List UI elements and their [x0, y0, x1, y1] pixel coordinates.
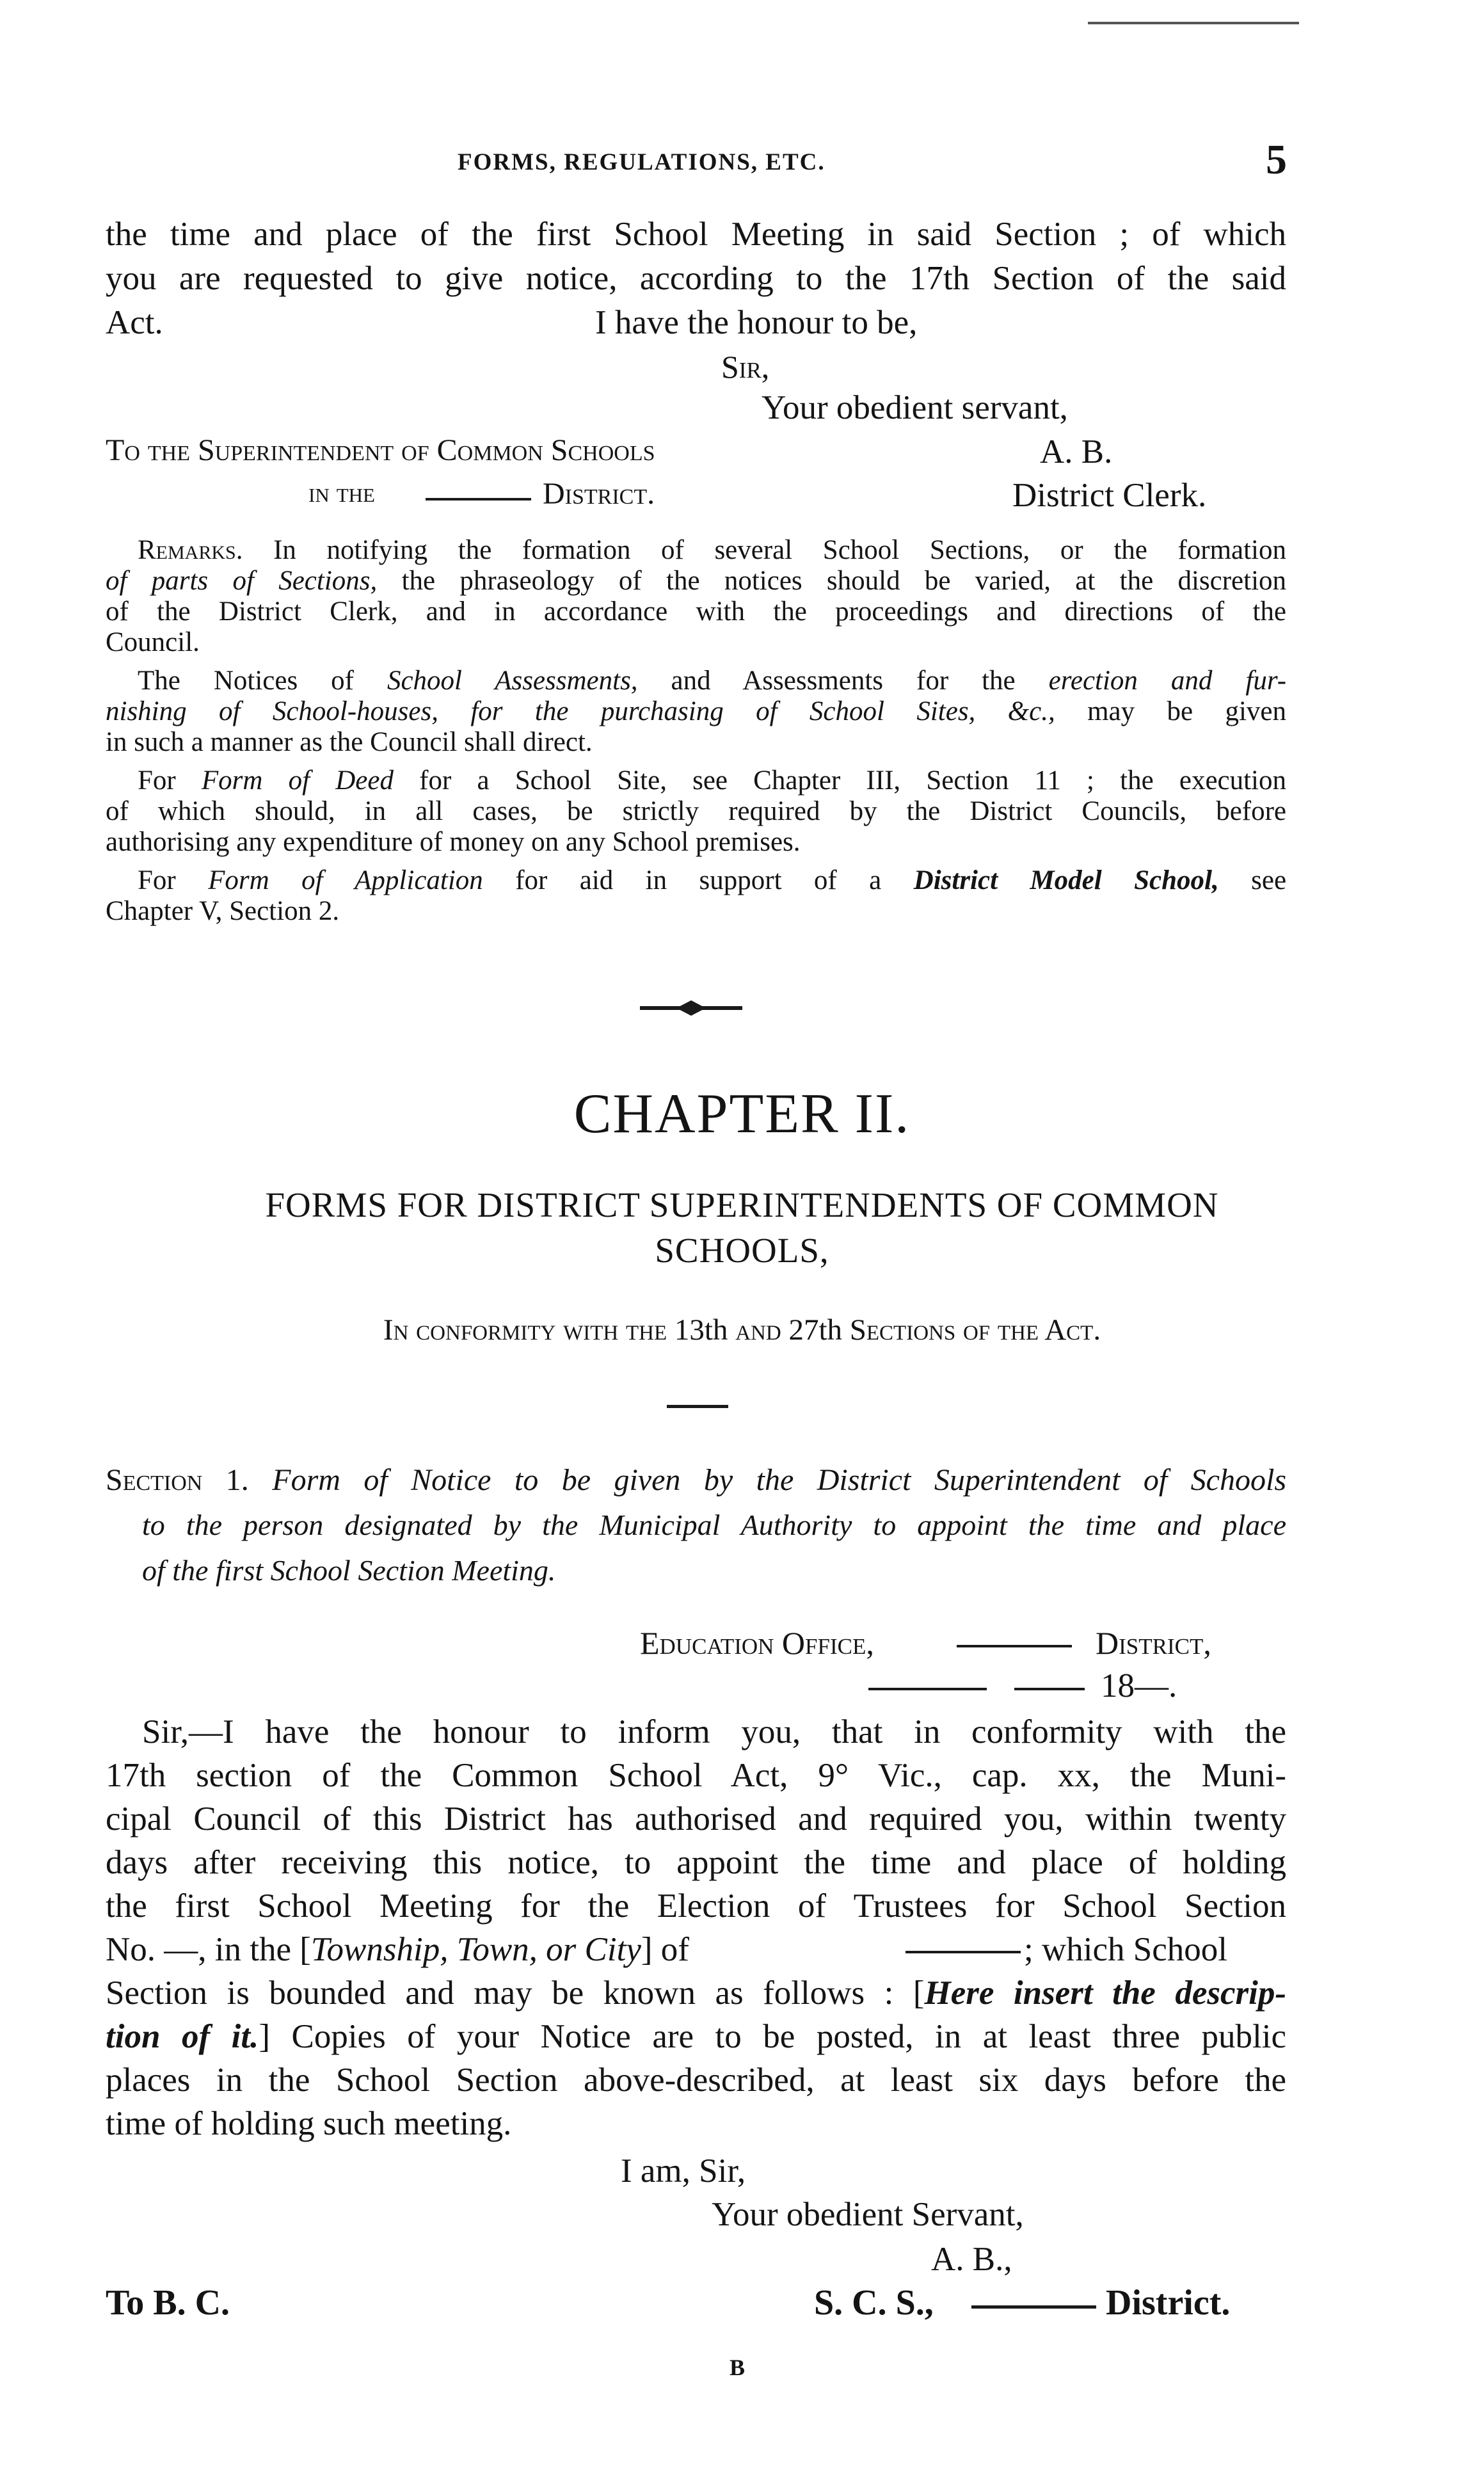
section1-heading-line2: to the person designated by the Municipal Authority to appoint the time and place [142, 1509, 1286, 1541]
short-rule [667, 1405, 728, 1408]
remarks-text: For [138, 865, 176, 895]
body-emph: tion of it. [106, 2018, 259, 2055]
subtitle-text: Sections of the Act. [849, 1313, 1101, 1347]
section1-heading-line3: of the first School Section Meeting. [142, 1554, 556, 1587]
section-label: Section 1. [106, 1463, 249, 1497]
remarks-label: Remarks. [138, 535, 243, 565]
body-text: ] Copies of your Notice are to be posted, in at least three public [259, 2018, 1286, 2055]
remarks-emph: of parts of Sections, [106, 566, 378, 596]
remarks-text: may be given [1087, 696, 1287, 726]
blank-line [957, 1645, 1072, 1647]
chapter-heading: CHAPTER II. [573, 1083, 911, 1145]
education-office-label: Education Office, [640, 1625, 874, 1661]
blank-line [426, 498, 531, 501]
subtitle-number: 13th [674, 1313, 728, 1347]
section-heading-text: Form of Notice to be given by the District Superintendent of Schools [272, 1463, 1286, 1497]
remarks-emph: nishing of School-houses, for the purchasing of School Sites, &c., [106, 696, 1055, 726]
remarks-emph: School Assessments, [387, 666, 638, 696]
subtitle-text: and [735, 1313, 781, 1347]
signer-initials: A. B. [1040, 433, 1113, 470]
body-line-2: 17th section of the Common School Act, 9° Vic., cap. xx, the Muni- [106, 1757, 1286, 1794]
remarks-text: for a School Site, see Chapter III, Section 11 ; the execution [419, 765, 1287, 796]
closing-obedient: Your obedient Servant, [712, 2196, 1024, 2233]
district-label: District, [1096, 1625, 1211, 1661]
letter-line-2: you are requested to give notice, according to the 17th Section of the said [106, 260, 1286, 297]
remarks-emph: District Model School, [913, 865, 1219, 895]
remarks-p3-line3: authorising any expenditure of money on any School premises. [106, 827, 801, 857]
remarks-text: for aid in support of a [515, 865, 882, 895]
chapter-title-1: FORMS FOR DISTRICT SUPERINTENDENTS OF COMMON [265, 1185, 1219, 1224]
signer-title: S. C. S., [814, 2283, 934, 2323]
salutation: Sir, [721, 349, 770, 385]
body-line-8 [106, 2017, 1286, 2056]
body-text: Section is bounded and may be known as follows : [ [106, 1974, 925, 2012]
closing-line: I have the honour to be, [595, 304, 918, 341]
blank-line [868, 1688, 987, 1690]
to-superintendent: To the Superintendent of Common Schools [106, 433, 655, 467]
blank-line [1014, 1688, 1085, 1690]
remarks-p2-line3: in such a manner as the Council shall direct. [106, 727, 593, 757]
remarks-p1-line2 [106, 567, 1286, 595]
body-line-9: places in the School Section above-described, at least six days before the [106, 2062, 1286, 2099]
body-line-10: time of holding such meeting. [106, 2105, 512, 2142]
district-clerk: District Clerk. [1012, 477, 1207, 514]
body-line-6 [106, 1930, 689, 1969]
remarks-p1-line4: Council. [106, 627, 200, 657]
letter-line-1: the time and place of the first School Meeting in said Section ; of which [106, 216, 1286, 253]
subtitle-text: In conformity with the [383, 1313, 667, 1347]
blank-line [971, 2305, 1096, 2309]
body-text: No. —, in the [ [106, 1931, 311, 1968]
signature-mark: B [730, 2355, 746, 2380]
body-line-3: cipal Council of this District has authorised and required you, within twenty [106, 1800, 1286, 1838]
remarks-p1-line1 [138, 536, 1286, 564]
body-emph: Township, Town, or City [310, 1931, 641, 1968]
body-line-4: days after receiving this notice, to appoint the time and place of holding [106, 1844, 1286, 1881]
remarks-p2-line1 [138, 667, 1286, 694]
running-title: FORMS, REGULATIONS, ETC. [458, 149, 826, 175]
remarks-text: The Notices of [138, 666, 354, 696]
body-line-1: Sir,—I have the honour to inform you, that in conformity with the [142, 1713, 1286, 1750]
chapter-title-2: SCHOOLS, [655, 1231, 829, 1270]
section1-heading-line1 [106, 1462, 1286, 1498]
district-end: District. [1106, 2283, 1231, 2323]
remarks-p3-line2: of which should, in all cases, be strictly required by the District Councils, before [106, 796, 1286, 826]
date-year: 18—. [1101, 1667, 1177, 1704]
closing-signer: A. B., [931, 2241, 1012, 2278]
body-line-5: the first School Meeting for the Election of Trustees for School Section [106, 1887, 1286, 1925]
remarks-text: and Assessments for the [671, 666, 1016, 696]
remarks-p4-line2: Chapter V, Section 2. [106, 896, 340, 926]
subtitle-number: 27th [788, 1313, 842, 1347]
district-word: District. [543, 477, 655, 511]
remarks-text: see [1251, 865, 1287, 895]
remarks-emph: Form of Application [208, 865, 483, 895]
remarks-text: For [138, 765, 176, 796]
act-word: Act. [106, 304, 163, 341]
in-the: in the [308, 477, 375, 508]
remarks-p4-line1 [138, 867, 1286, 894]
remarks-p2-line2 [106, 698, 1286, 725]
remarks-p1-line3: of the District Clerk, and in accordance with the proceedings and directions of the [106, 597, 1286, 627]
remarks-text: the phraseology of the notices should be varied, at the discretion [401, 566, 1287, 596]
obedient-servant: Your obedient servant, [762, 389, 1068, 426]
chapter-subtitle [0, 1313, 1484, 1347]
body-line-7 [106, 1974, 1286, 2012]
body-line-6-end: ; which School [1024, 1931, 1227, 1968]
blank-line [906, 1951, 1021, 1953]
top-edge-mark [1088, 22, 1299, 24]
to-recipient: To B. C. [106, 2283, 230, 2323]
closing-i-am: I am, Sir, [621, 2152, 746, 2190]
remarks-p3-line1 [138, 767, 1286, 794]
page-number: 5 [1266, 136, 1287, 183]
body-text: ] of [641, 1931, 689, 1968]
remarks-emph: Form of Deed [201, 765, 394, 796]
body-emph: Here insert the descrip- [924, 1974, 1286, 2012]
ornament-divider [637, 998, 746, 1018]
remarks-emph: erection and fur- [1048, 666, 1287, 696]
remarks-text: In notifying the formation of several School Sections, or the formation [273, 535, 1287, 565]
